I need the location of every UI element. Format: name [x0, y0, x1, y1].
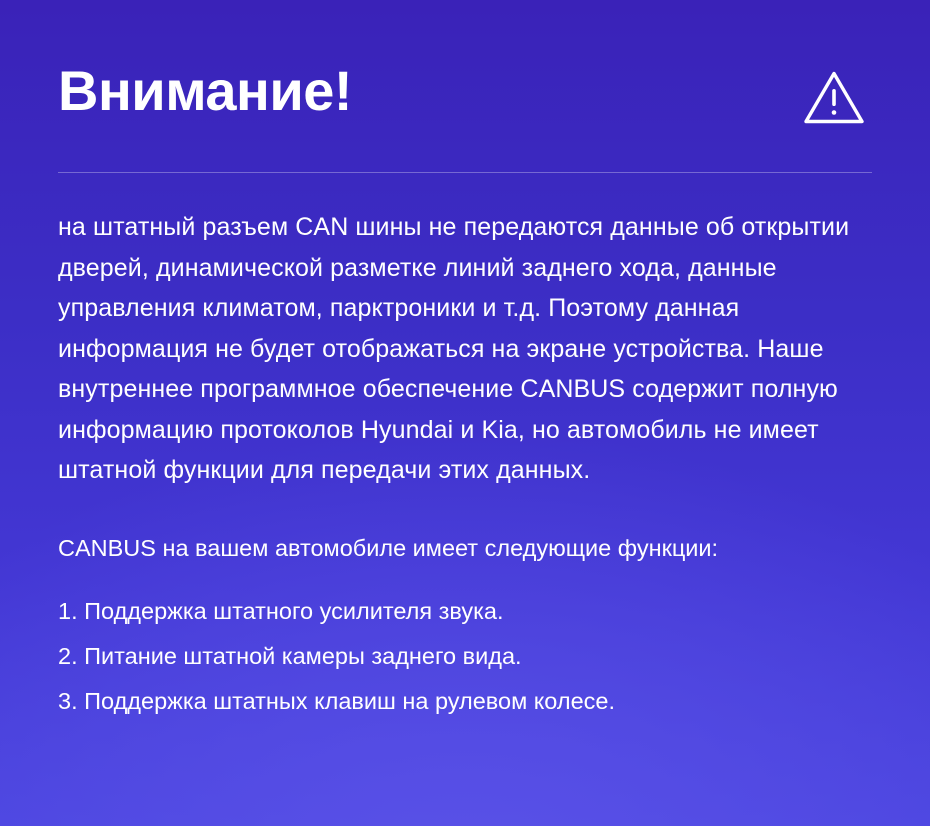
list-item: 1. Поддержка штатного усилителя звука.	[58, 598, 504, 625]
list-item: 3. Поддержка штатных клавиш на рулевом колесе.	[58, 688, 615, 715]
features-list	[58, 589, 872, 724]
header-divider	[58, 172, 872, 173]
warning-triangle-icon	[802, 66, 866, 130]
body-paragraph: на штатный разъем CAN шины не передаются данные об открытии дверей, динамической разметке линий заднего хода, данные управления климатом, парктроники и т.д. Поэтому данная информация не будет отображаться на экране устройства. Наше внутреннее программное обеспечение CANBUS содержит полную информацию протоколов Hyundai и Kia, но автомобиль не имеет штатной функции для передачи этих данных.	[58, 213, 850, 484]
page-title: Внимание!	[58, 59, 353, 122]
banner-header	[58, 56, 872, 130]
list-item: 2. Питание штатной камеры заднего вида.	[58, 643, 522, 670]
features-lead: CANBUS на вашем автомобиле имеет следующие функции:	[58, 534, 719, 561]
